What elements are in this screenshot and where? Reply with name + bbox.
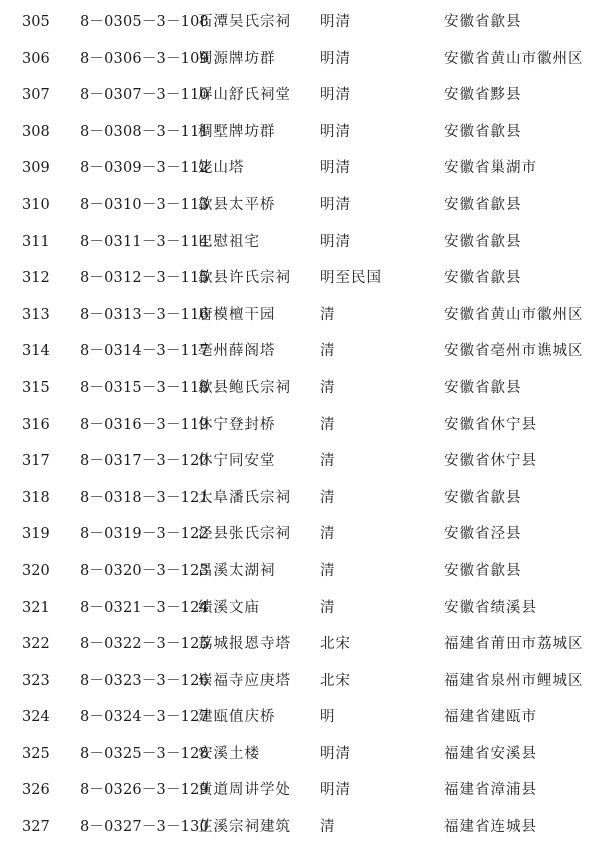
table-row	[0, 663, 600, 700]
row-era: 明清	[320, 233, 351, 250]
row-site-name: 歙县太平桥	[198, 196, 276, 213]
row-era: 明	[320, 709, 336, 726]
row-location: 安徽省巢湖市	[444, 160, 537, 177]
table-row	[0, 590, 600, 627]
row-number: 320	[22, 562, 50, 579]
table-row	[0, 41, 600, 78]
row-site-name: 休宁登封桥	[198, 416, 276, 433]
row-location: 安徽省亳州市谯城区	[444, 343, 584, 360]
row-number: 317	[22, 453, 50, 470]
row-code: 8－0321－3－124	[80, 599, 209, 616]
row-code: 8－0325－3－128	[80, 745, 209, 762]
row-code: 8－0322－3－125	[80, 636, 209, 653]
row-era: 明清	[320, 196, 351, 213]
row-site-name: 稠墅牌坊群	[198, 123, 276, 140]
row-era: 清	[320, 416, 336, 433]
row-code: 8－0310－3－113	[80, 196, 209, 213]
row-site-name: 唐模檀干园	[198, 306, 276, 323]
table-row	[0, 480, 600, 517]
row-location: 安徽省歙县	[444, 562, 522, 579]
row-number: 322	[22, 636, 50, 653]
row-site-name: 建瓯值庆桥	[198, 709, 276, 726]
row-number: 325	[22, 745, 50, 762]
row-number: 306	[22, 50, 50, 67]
table-row	[0, 626, 600, 663]
table-row	[0, 772, 600, 809]
row-era: 清	[320, 599, 336, 616]
row-number: 321	[22, 599, 50, 616]
table-row	[0, 77, 600, 114]
row-code: 8－0306－3－109	[80, 50, 209, 67]
row-location: 安徽省歙县	[444, 379, 522, 396]
row-era: 清	[320, 819, 336, 836]
row-number: 308	[22, 123, 50, 140]
row-code: 8－0308－3－111	[80, 123, 209, 140]
table-row	[0, 407, 600, 444]
row-era: 明清	[320, 745, 351, 762]
row-location: 安徽省绩溪县	[444, 599, 537, 616]
row-number: 305	[22, 14, 50, 30]
table-row	[0, 4, 600, 41]
row-location: 安徽省歙县	[444, 123, 522, 140]
row-location: 安徽省休宁县	[444, 416, 537, 433]
row-number: 313	[22, 306, 50, 323]
row-number: 312	[22, 270, 50, 287]
row-era: 清	[320, 489, 336, 506]
row-era: 清	[320, 306, 336, 323]
table-row	[0, 297, 600, 334]
row-code: 8－0314－3－117	[80, 343, 209, 360]
row-site-name: 安溪土楼	[198, 745, 260, 762]
row-location: 安徽省黟县	[444, 87, 522, 104]
table-row	[0, 699, 600, 736]
table-row	[0, 260, 600, 297]
row-code: 8－0323－3－126	[80, 672, 209, 689]
row-era: 明至民国	[320, 270, 382, 287]
row-code: 8－0312－3－115	[80, 270, 209, 287]
row-location: 安徽省黄山市徽州区	[444, 306, 584, 323]
table-row	[0, 516, 600, 553]
row-number: 310	[22, 196, 50, 213]
row-code: 8－0313－3－116	[80, 306, 209, 323]
row-location: 安徽省歙县	[444, 233, 522, 250]
table-row	[0, 809, 600, 846]
table-row	[0, 333, 600, 370]
row-code: 8－0326－3－129	[80, 782, 209, 799]
row-code: 8－0305－3－108	[80, 14, 209, 30]
row-era: 北宋	[320, 672, 351, 689]
row-era: 明清	[320, 14, 351, 30]
row-code: 8－0311－3－114	[80, 233, 209, 250]
row-location: 安徽省黄山市徽州区	[444, 50, 584, 67]
row-number: 311	[22, 233, 50, 250]
row-code: 8－0315－3－118	[80, 379, 209, 396]
table-row	[0, 224, 600, 261]
row-location: 安徽省休宁县	[444, 453, 537, 470]
row-number: 316	[22, 416, 50, 433]
row-number: 314	[22, 343, 50, 360]
row-number: 309	[22, 160, 50, 177]
row-location: 福建省安溪县	[444, 745, 537, 762]
row-number: 324	[22, 709, 50, 726]
row-site-name: 荔城报恩寺塔	[198, 636, 291, 653]
row-number: 327	[22, 819, 50, 836]
row-number: 315	[22, 379, 50, 396]
row-location: 福建省漳浦县	[444, 782, 537, 799]
row-site-name: 崇福寺应庚塔	[198, 672, 291, 689]
row-era: 北宋	[320, 636, 351, 653]
row-era: 清	[320, 343, 336, 360]
row-location: 安徽省歙县	[444, 14, 522, 30]
row-location: 福建省莆田市荔城区	[444, 636, 584, 653]
row-code: 8－0327－3－130	[80, 819, 209, 836]
row-site-name: 巴慰祖宅	[198, 233, 260, 250]
row-era: 清	[320, 526, 336, 543]
row-code: 8－0309－3－112	[80, 160, 209, 177]
row-era: 明清	[320, 782, 351, 799]
row-era: 清	[320, 453, 336, 470]
row-number: 326	[22, 782, 50, 799]
row-era: 明清	[320, 50, 351, 67]
row-location: 福建省泉州市鲤城区	[444, 672, 584, 689]
row-code: 8－0316－3－119	[80, 416, 209, 433]
table-row	[0, 370, 600, 407]
row-era: 明清	[320, 160, 351, 177]
row-era: 明清	[320, 87, 351, 104]
row-site-name: 芷溪宗祠建筑	[198, 819, 291, 836]
row-site-name: 昌溪太湖祠	[198, 562, 276, 579]
row-code: 8－0317－3－120	[80, 453, 209, 470]
row-era: 清	[320, 562, 336, 579]
row-location: 安徽省泾县	[444, 526, 522, 543]
table-row	[0, 187, 600, 224]
table-row	[0, 150, 600, 187]
row-site-name: 泾县张氏宗祠	[198, 526, 291, 543]
row-code: 8－0324－3－127	[80, 709, 209, 726]
row-era: 清	[320, 379, 336, 396]
row-number: 318	[22, 489, 50, 506]
row-site-name: 屏山舒氏祠堂	[198, 87, 291, 104]
row-site-name: 休宁同安堂	[198, 453, 276, 470]
row-location: 福建省连城县	[444, 819, 537, 836]
row-code: 8－0320－3－123	[80, 562, 209, 579]
row-site-name: 大阜潘氏宗祠	[198, 489, 291, 506]
row-code: 8－0318－3－121	[80, 489, 209, 506]
row-location: 福建省建瓯市	[444, 709, 537, 726]
table-row	[0, 114, 600, 151]
row-site-name: 姥山塔	[198, 160, 245, 177]
row-location: 安徽省歙县	[444, 196, 522, 213]
row-code: 8－0307－3－110	[80, 87, 209, 104]
table-row	[0, 443, 600, 480]
heritage-list-table	[0, 4, 600, 846]
row-site-name: 歙县许氏宗祠	[198, 270, 291, 287]
row-number: 323	[22, 672, 50, 689]
row-number: 319	[22, 526, 50, 543]
table-row	[0, 553, 600, 590]
row-site-name: 亳州薛阁塔	[198, 343, 276, 360]
row-location: 安徽省歙县	[444, 489, 522, 506]
row-site-name: 绩溪文庙	[198, 599, 260, 616]
row-site-name: 蜀源牌坊群	[198, 50, 276, 67]
row-number: 307	[22, 87, 50, 104]
row-code: 8－0319－3－122	[80, 526, 209, 543]
row-location: 安徽省歙县	[444, 270, 522, 287]
row-site-name: 歙县鲍氏宗祠	[198, 379, 291, 396]
row-site-name: 石潭吴氏宗祠	[198, 14, 291, 30]
table-row	[0, 736, 600, 773]
row-era: 明清	[320, 123, 351, 140]
row-site-name: 黄道周讲学处	[198, 782, 291, 799]
